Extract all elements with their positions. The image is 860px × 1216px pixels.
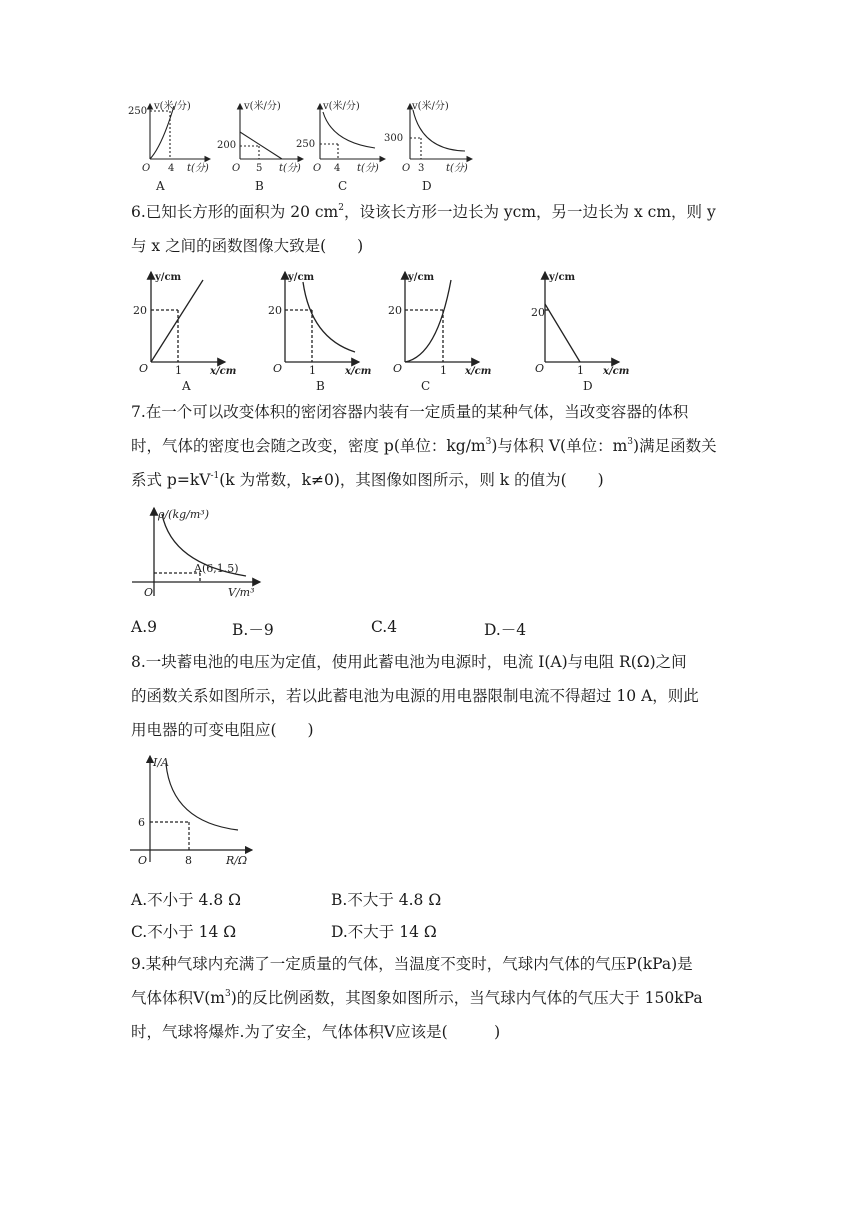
q5-d-tag: D (422, 179, 432, 193)
q5-graph-d (410, 104, 472, 159)
q5-c-tag: C (338, 179, 348, 193)
q5-graph-b (240, 104, 303, 159)
q5-a-origin: O (142, 163, 151, 174)
q8-xtick: 8 (185, 854, 192, 867)
q6-c-ytick: 20 (388, 304, 402, 317)
q5-a-xtick: 4 (168, 163, 175, 174)
q6-b-curve (303, 282, 355, 352)
q7-line-3: 系式 $p=kV^{-1}(k$ 为常数，k≠0)，其图像如图所示，则 k 的值为( ) (131, 471, 604, 489)
q6-line-2: 与 x 之间的函数图像大致是( ) (131, 237, 364, 255)
q6-a-ylabel: y/cm (155, 272, 182, 283)
q5-c-xlabel: t(分) (357, 163, 379, 174)
q5-graph-c (320, 104, 385, 159)
q7-point-label: A(6,1.5) (194, 562, 239, 575)
q6-b-ylabel: y/cm (288, 272, 315, 283)
q7-xlabel: V/m³ (228, 586, 255, 599)
q6-c-curve (405, 280, 451, 362)
q5-b-origin: O (232, 163, 241, 174)
q7-origin: O (144, 586, 154, 599)
q6-c-xtick: 1 (440, 364, 447, 377)
q6-a-xtick: 1 (175, 364, 182, 377)
q7-line-2: 时，气体的密度也会随之改变，密度 p(单位：$kg/m^3$)与体积 V(单位：$m^3$)满足函数关 (131, 437, 717, 455)
q5-b-ytick: 200 (217, 140, 237, 151)
q6-c-origin: O (393, 362, 403, 375)
q6-d-origin: O (535, 362, 545, 375)
q8-option-b: B.不大于 4.8 Ω (331, 891, 442, 909)
q5-graph-a (150, 104, 210, 159)
q6-d-xtick: 1 (577, 364, 584, 377)
q6-b-tag: B (316, 379, 325, 393)
q6-b-origin: O (273, 362, 283, 375)
q8-option-d: D.不大于 14 Ω (331, 923, 437, 941)
q6-graph-a (151, 272, 225, 362)
q7-option-b: B.－9 (232, 621, 274, 639)
q8-xlabel: R/Ω (226, 854, 248, 867)
q5-a-xlabel: t(分) (187, 163, 209, 174)
q5-d-origin: O (402, 163, 411, 174)
q8-line-3: 用电器的可变电阻应( ) (131, 721, 314, 739)
q9-line-3: 时，气球将爆炸.为了安全，气体体积V应该是( ) (131, 1023, 501, 1041)
q8-option-a: A.不小于 4.8 Ω (131, 891, 241, 909)
q6-d-ylabel: y/cm (549, 272, 576, 283)
q5-d-ytick: 300 (384, 133, 404, 144)
q7-ylabel: ρ/(kg/m³) (158, 508, 210, 521)
q5-b-xlabel: t(分) (279, 163, 301, 174)
q7-option-a: A.9 (131, 618, 157, 636)
q8-ylabel: I/A (153, 756, 169, 769)
q5-c-origin: O (313, 163, 322, 174)
q6-a-xlabel: x/cm (210, 366, 237, 377)
q7-graph (128, 502, 268, 606)
q5-d-xlabel: t(分) (446, 163, 468, 174)
q5-b-line (240, 132, 282, 159)
q9-line-1: 9.某种气球内充满了一定质量的气体，当温度不变时，气球内气体的气压P(kPa)是 (131, 955, 693, 973)
q6-b-ytick: 20 (268, 304, 282, 317)
q6-c-ylabel: y/cm (408, 272, 435, 283)
q6-line-1: 6.已知长方形的面积为 20 $cm^2$，设该长方形一边长为 ycm，另一边长为 x cm，则 y (131, 203, 716, 221)
q7-option-d: D.－4 (484, 621, 527, 639)
q5-d-xtick: 3 (418, 163, 425, 174)
q5-b-xtick: 5 (256, 163, 263, 174)
q9-line-2: 气体体积$V(m^3)$的反比例函数，其图象如图所示，当气球内气体的气压大于 150kPa (131, 989, 703, 1007)
q5-b-tag: B (255, 179, 264, 193)
q6-d-ytick: 20 (531, 306, 545, 319)
q8-line-1: 8.一块蓄电池的电压为定值，使用此蓄电池为电源时，电流 I(A)与电阻 R(Ω)之间 (131, 653, 687, 671)
q5-graphs (120, 96, 480, 196)
q8-line-2: 的函数关系如图所示，若以此蓄电池为电源的用电器限制电流不得超过 10 A，则此 (131, 687, 699, 705)
q8-option-c: C.不小于 14 Ω (131, 923, 237, 941)
q6-b-xlabel: x/cm (345, 366, 372, 377)
q5-a-ytick: 250 (128, 106, 148, 117)
q7-line-1: 7.在一个可以改变体积的密闭容器内装有一定质量的某种气体，当改变容器的体积 (131, 403, 689, 421)
q6-d-xlabel: x/cm (603, 366, 630, 377)
q5-d-ylabel: v(米/分) (412, 101, 449, 112)
q6-graph-b (285, 272, 359, 362)
q6-a-line (151, 280, 203, 362)
q5-a-tag: A (156, 179, 165, 193)
q5-d-curve (413, 110, 465, 151)
q5-c-ytick: 250 (296, 139, 316, 150)
q5-b-ylabel: v(米/分) (244, 101, 281, 112)
q6-graphs (125, 266, 645, 394)
q8-curve (166, 764, 238, 830)
q8-origin: O (138, 854, 148, 867)
q6-graph-d (545, 272, 619, 362)
q6-a-origin: O (139, 362, 149, 375)
q6-c-xlabel: x/cm (465, 366, 492, 377)
q6-c-tag: C (421, 379, 431, 393)
q6-b-xtick: 1 (309, 364, 316, 377)
q6-d-line (545, 304, 580, 362)
q8-graph (128, 752, 258, 870)
q5-c-ylabel: v(米/分) (323, 101, 360, 112)
q8-ytick: 6 (138, 816, 145, 829)
q6-graph-c (405, 272, 479, 362)
q6-a-tag: A (182, 379, 191, 393)
q6-a-ytick: 20 (133, 304, 147, 317)
q7-option-c: C.4 (371, 618, 398, 636)
q6-d-tag: D (583, 379, 593, 393)
q5-c-xtick: 4 (334, 163, 341, 174)
q5-c-curve (323, 112, 375, 148)
q5-a-ylabel: v(米/分) (154, 101, 191, 112)
